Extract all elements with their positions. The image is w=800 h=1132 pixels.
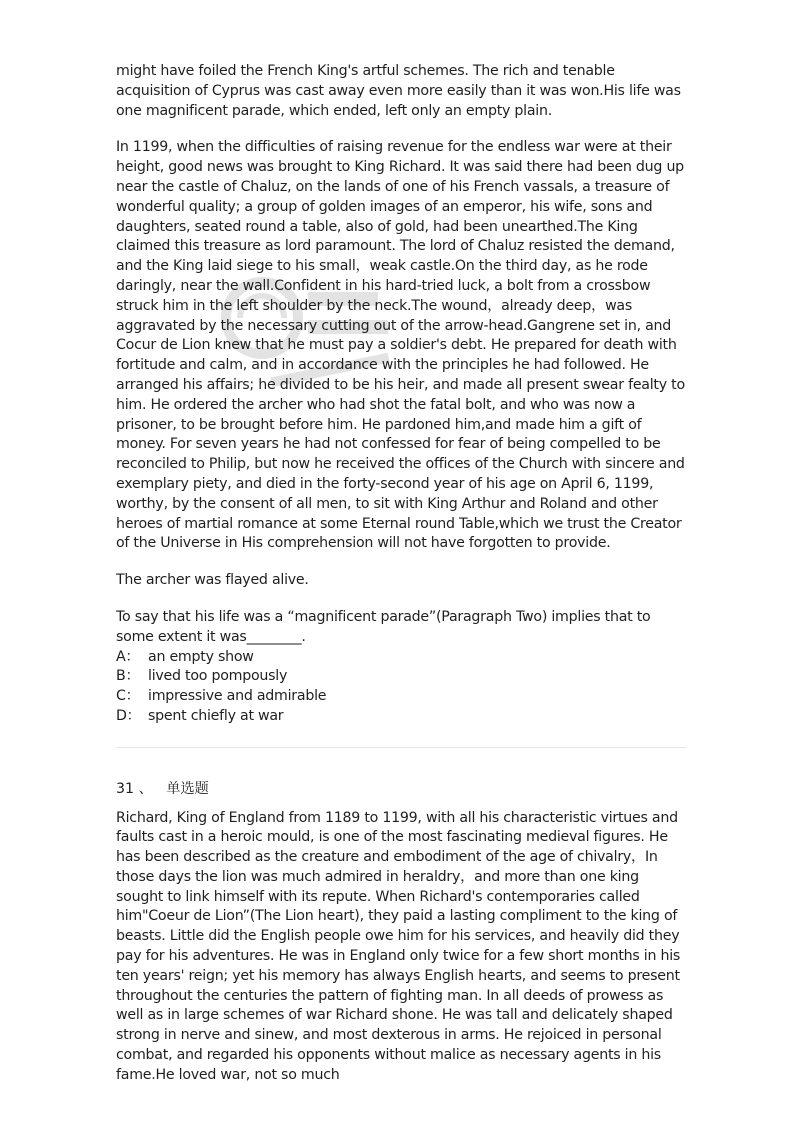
question-number: 31 、 [116, 780, 153, 797]
option-text: an empty show [148, 648, 254, 665]
question-30-section [116, 62, 686, 1086]
question-type: 单选题 [166, 780, 209, 797]
passage-paragraph: might have foiled the French King's artful schemes. The rich and tenable acquisition of Cyprus was cast away even more easily than it was won.His life was one magnificent parade, which ended, left only an empty plain. [116, 63, 681, 119]
section-divider [116, 747, 686, 748]
option-text: lived too pompously [148, 668, 288, 685]
option-b[interactable] [116, 667, 686, 687]
option-key: D： [116, 707, 141, 724]
passage-paragraph: Richard, King of England from 1189 to 1199, with all his characteristic virtues and faults cast in a heroic mould, is one of the most fascinating medieval figures. He has been described as the creature and embodiment of the age of chivalry，In those days the lion was much admired in heraldry，and more than one king sought to link himself with its repute. When Richard's contemporaries called him"Coeur de Lion”(The Lion heart), they paid a lasting compliment to the king of beasts. Little did the English people owe him for his services, and heavily did they pay for his adventures. He was in England only twice for a few short months in his ten years' reign; yet his memory has always English hearts, and seems to present throughout the centuries the pattern of fighting man. In all deeds of prowess as well as in large schemes of war Richard shone. He was tall and delicately shaped strong in nerve and sinew, and most dexterous in arms. He rejoiced in personal combat, and regarded his opponents without malice as necessary agents in his fame.He loved war, not so much [116, 809, 681, 1083]
passage-paragraph: The archer was flayed alive. [116, 572, 309, 589]
option-d[interactable] [116, 707, 686, 727]
option-a[interactable] [116, 648, 686, 668]
question-header [116, 780, 686, 800]
option-key: B： [116, 668, 140, 685]
option-text: impressive and admirable [148, 688, 327, 705]
option-c[interactable] [116, 687, 686, 707]
question-stem: To say that his life was a “magnificent parade”(Paragraph Two) implies that to some extent it was________. [116, 608, 651, 645]
passage-paragraph: In 1199, when the difficulties of raising revenue for the endless war were at their height, good news was brought to King Richard. It was said there had been dug up near the castle of Chaluz, on the lands of one of his French vassals, a treasure of wonderful quality; a group of golden images of an emperor, his wife, sons and daughters, seated round a table, also of gold, had been unearthed.The King claimed this treasure as lord paramount. The lord of Chaluz resisted the demand, and the King laid siege to his small，weak castle.On the third day, as he rode daringly, near the wall.Confident in his hard-tried luck, a bolt from a crossbow struck him in the left shoulder by the neck.The wound，already deep，was aggravated by the necessary cutting out of the arrow-head.Gangrene set in, and Cocur de Lion knew that he must pay a soldier's debt. He prepared for death with fortitude and calm, and in accordance with the principles he had followed. He arranged his affairs; he divided to be his heir, and made all present swear fealty to him. He ordered the archer who had shot the fatal bolt, and who was now a prisoner, to be brought before him. He pardoned him,and made him a gift of money. For seven years he had not confessed for fear of being compelled to be reconciled to Philip, but now he received the offices of the Church with sincere and exemplary piety, and died in the forty-second year of his age on April 6, 1199, worthy, by the consent of all men, to sit with King Arthur and Roland and other heroes of martial romance at some Eternal round Table,which we trust the Creator of the Universe in His comprehension will not have forgotten to provide. [116, 139, 685, 552]
option-key: A： [116, 648, 140, 665]
option-key: C： [116, 688, 140, 705]
option-text: spent chiefly at war [148, 707, 284, 724]
